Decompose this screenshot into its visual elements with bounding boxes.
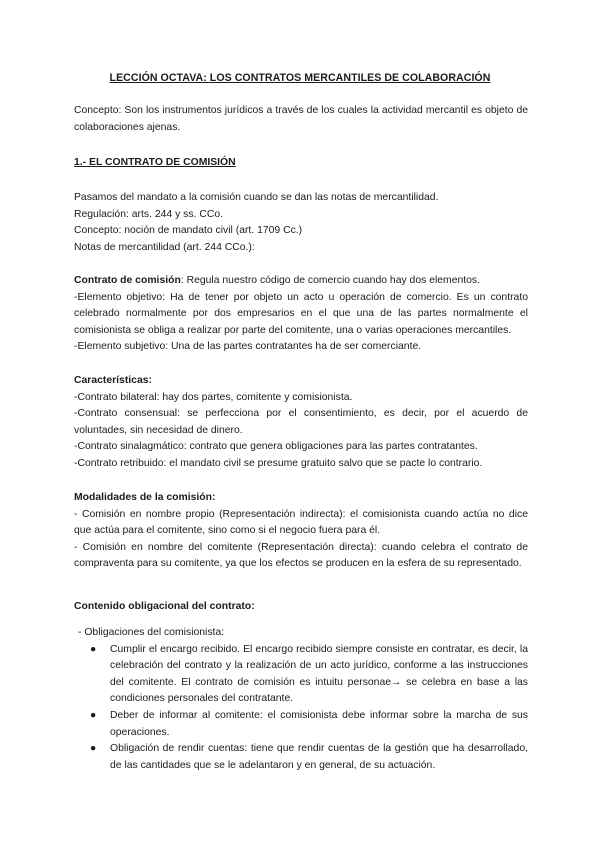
list-item-text: Deber de informar al comitente: el comisionista debe informar sobre la marcha de sus operaciones.	[110, 709, 528, 738]
intro-line: Concepto: noción de mandato civil (art. 1709 Cc.)	[74, 225, 303, 237]
modalidades-heading: Modalidades de la comisión:	[74, 492, 216, 503]
contrato-block	[74, 273, 528, 356]
intro-line: Regulación: arts. 244 y ss. CCo.	[74, 208, 224, 220]
modalidades-block	[74, 490, 528, 573]
intro-block	[74, 190, 528, 256]
page-title: LECCIÓN OCTAVA: LOS CONTRATOS MERCANTILES DE COLABORACIÓN	[109, 72, 491, 84]
concepto-paragraph: Concepto: Son los instrumentos jurídicos a través de los cuales la actividad mercantil es objeto de colaboraciones ajenas.	[74, 105, 528, 133]
list-item	[74, 708, 528, 741]
caracteristica-item: -Contrato retribuido: el mandato civil se presume gratuito salvo que se pacte lo contrario.	[74, 457, 483, 469]
contrato-text: : Regula nuestro código de comercio cuando hay dos elementos.	[180, 275, 481, 286]
bullet-icon: ●	[90, 743, 97, 755]
list-item-text: Cumplir el encargo recibido. El encargo recibido siempre consiste en contratar, es decir, la celebración del contrato y la realización de un acto jurídico, conforme a las instrucciones del comitente. El contrato de comisión es intuitu personae→ se celebra en base a las condiciones personales del contratante.	[110, 643, 528, 705]
elemento-subjetivo: -Elemento subjetivo: Una de las partes contratantes ha de ser comerciante.	[74, 341, 422, 353]
intro-line: Notas de mercantilidad (art. 244 CCo.):	[74, 241, 255, 253]
contenido-heading: Contenido obligacional del contrato:	[74, 601, 255, 612]
obligaciones-subheading: - Obligaciones del comisionista:	[78, 627, 225, 638]
section-heading-comision: 1.- EL CONTRATO DE COMISIÓN	[74, 157, 236, 168]
modalidad-item: - Comisión en nombre del comitente (Representación directa): cuando celebra el contrato de compraventa para su comitente, ya que los efectos se producen en la esfera de su representado.	[74, 541, 528, 570]
caracteristica-item: -Contrato consensual: se perfecciona por el consentimiento, es decir, por el acuerdo de voluntades, sin necesidad de dinero.	[74, 408, 528, 436]
caracteristica-item: -Contrato sinalagmático: contrato que genera obligaciones para las partes contratantes.	[74, 441, 478, 453]
list-item	[74, 642, 528, 708]
bullet-icon: ●	[90, 643, 97, 655]
caracteristicas-heading: Características:	[74, 375, 152, 386]
intro-line: Pasamos del mandato a la comisión cuando se dan las notas de mercantilidad.	[74, 192, 439, 203]
contrato-label: Contrato de comisión	[74, 275, 181, 286]
caracteristica-item: -Contrato bilateral: hay dos partes, comitente y comisionista.	[74, 391, 353, 403]
obligaciones-list	[74, 642, 528, 775]
obligaciones-block	[74, 625, 528, 774]
contrato-definition	[74, 273, 528, 290]
caracteristicas-block	[74, 373, 528, 473]
list-item	[74, 741, 528, 774]
bullet-icon: ●	[90, 709, 97, 721]
list-item-text: Obligación de rendir cuentas: tiene que rendir cuentas de la gestión que ha desarrollado, de las cantidades que se le adelantaron y en general, de su actuación.	[110, 743, 528, 771]
elemento-objetivo: -Elemento objetivo: Ha de tener por objeto un acto u operación de comercio. Es un contrato celebrado normalmente por dos empresarios en el que una de las partes normalmente el comisionista se obliga a realizar por parte del comitente, una o varias operaciones mercantiles.	[74, 291, 528, 336]
modalidad-item: - Comisión en nombre propio (Representación indirecta): el comisionista cuando actúa no dice que actúa para el comitente, sino como si el negocio fuera para él.	[74, 508, 528, 537]
